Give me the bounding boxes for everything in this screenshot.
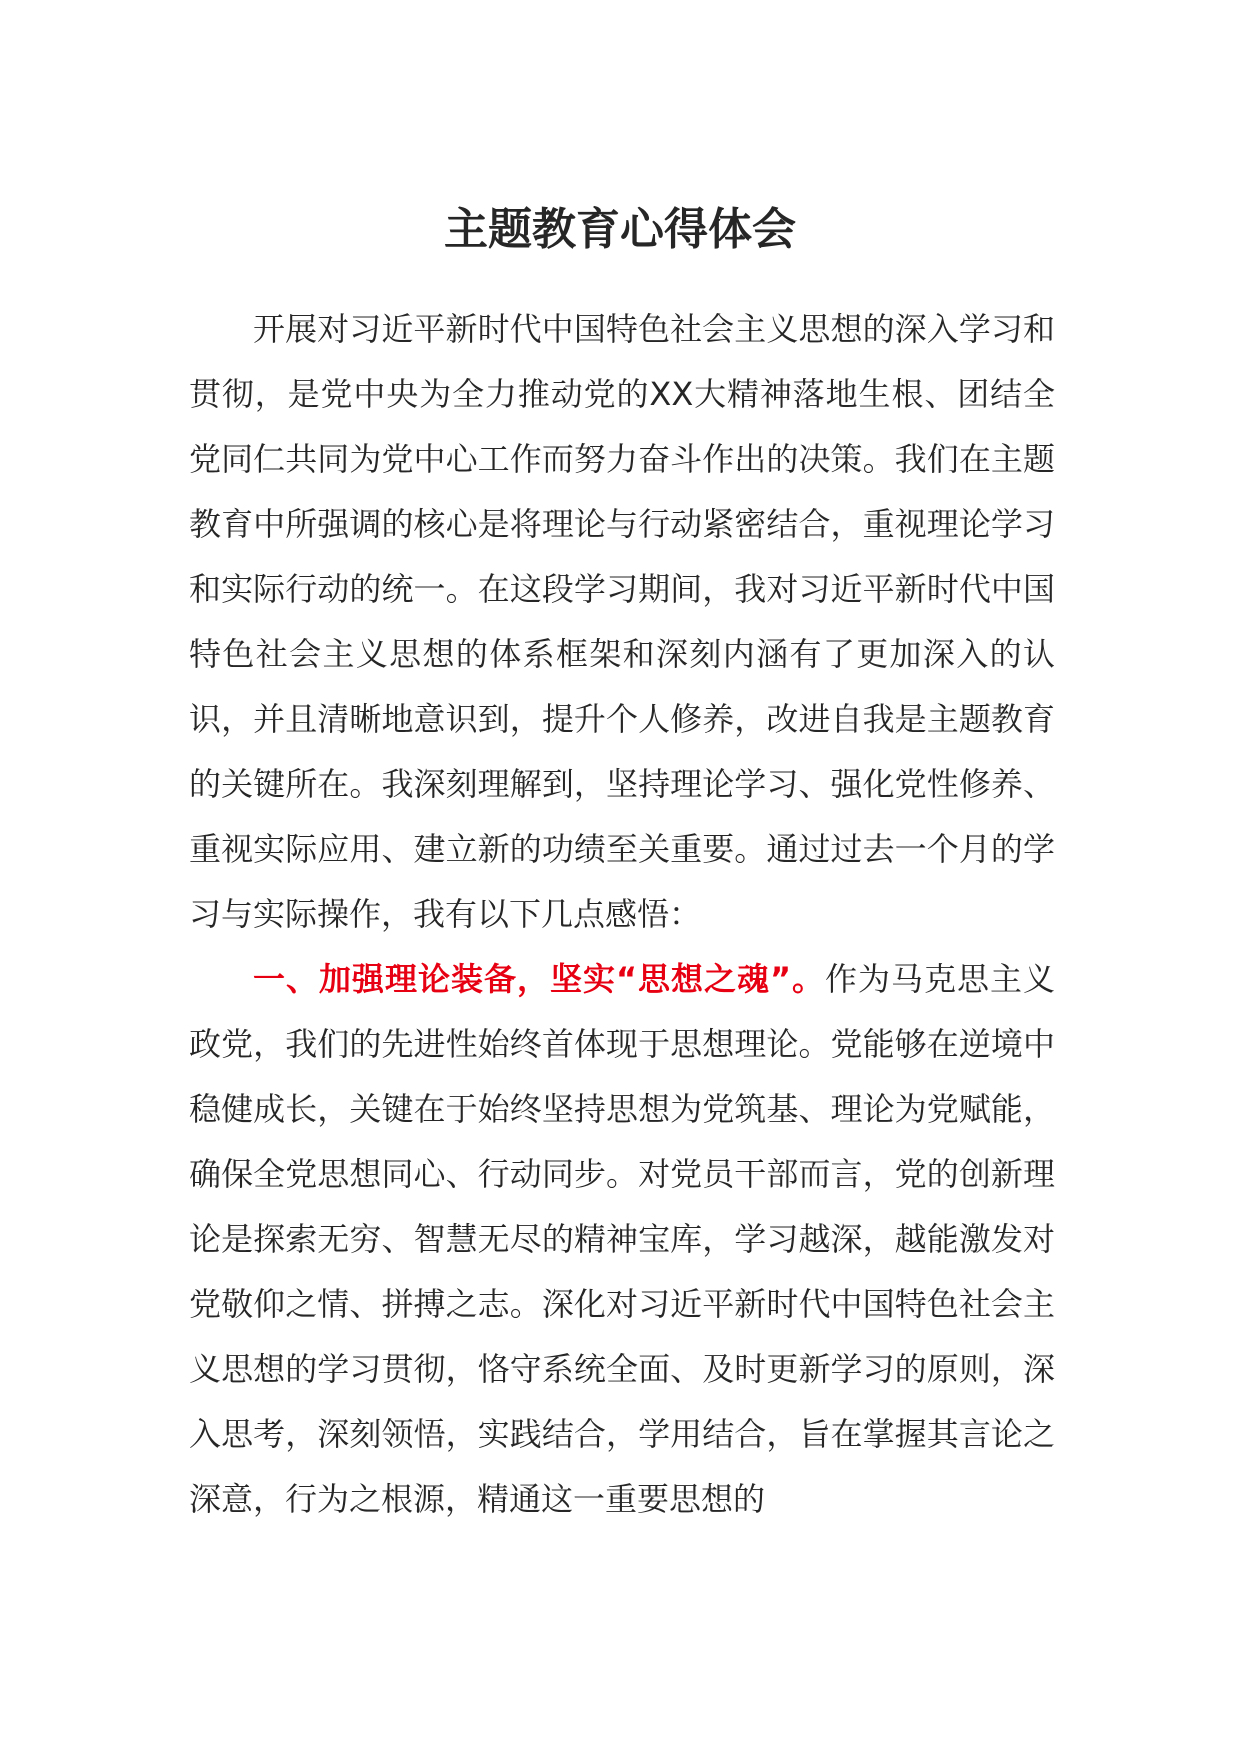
document-body (189, 297, 1055, 1532)
intro-paragraph: 开展对习近平新时代中国特色社会主义思想的深入学习和贯彻，是党中央为全力推动党的XX大精神落地生根、团结全党同仁共同为党中心工作而努力奋斗作出的决策。我们在主题教育中所强调的核心是将理论与行动紧密结合，重视理论学习和实际行动的统一。在这段学习期间，我对习近平新时代中国特色社会主义思想的体系框架和深刻内涵有了更加深入的认识，并且清晰地意识到，提升个人修养，改进自我是主题教育的关键所在。我深刻理解到，坚持理论学习、强化党性修养、重视实际应用、建立新的功绩至关重要。通过过去一个月的学习与实际操作，我有以下几点感悟： (189, 310, 1055, 933)
section-1-heading: 一、加强理论装备，坚实“思想之魂”。 (253, 960, 825, 998)
document-title: 主题教育心得体会 (444, 204, 796, 255)
section-1-text: 作为马克思主义政党，我们的先进性始终首体现于思想理论。党能够在逆境中稳健成长，关键在于始终坚持思想为党筑基、理论为党赋能，确保全党思想同心、行动同步。对党员干部而言，党的创新理论是探索无穷、智慧无尽的精神宝库，学习越深，越能激发对党敬仰之情、拼搏之志。深化对习近平新时代中国特色社会主义思想的学习贯彻，恪守系统全面、及时更新学习的原则，深入思考，深刻领悟，实践结合，学用结合，旨在掌握其言论之深意，行为之根源，精通这一重要思想的 (189, 960, 1055, 1518)
section-1-paragraph (189, 947, 1055, 1532)
